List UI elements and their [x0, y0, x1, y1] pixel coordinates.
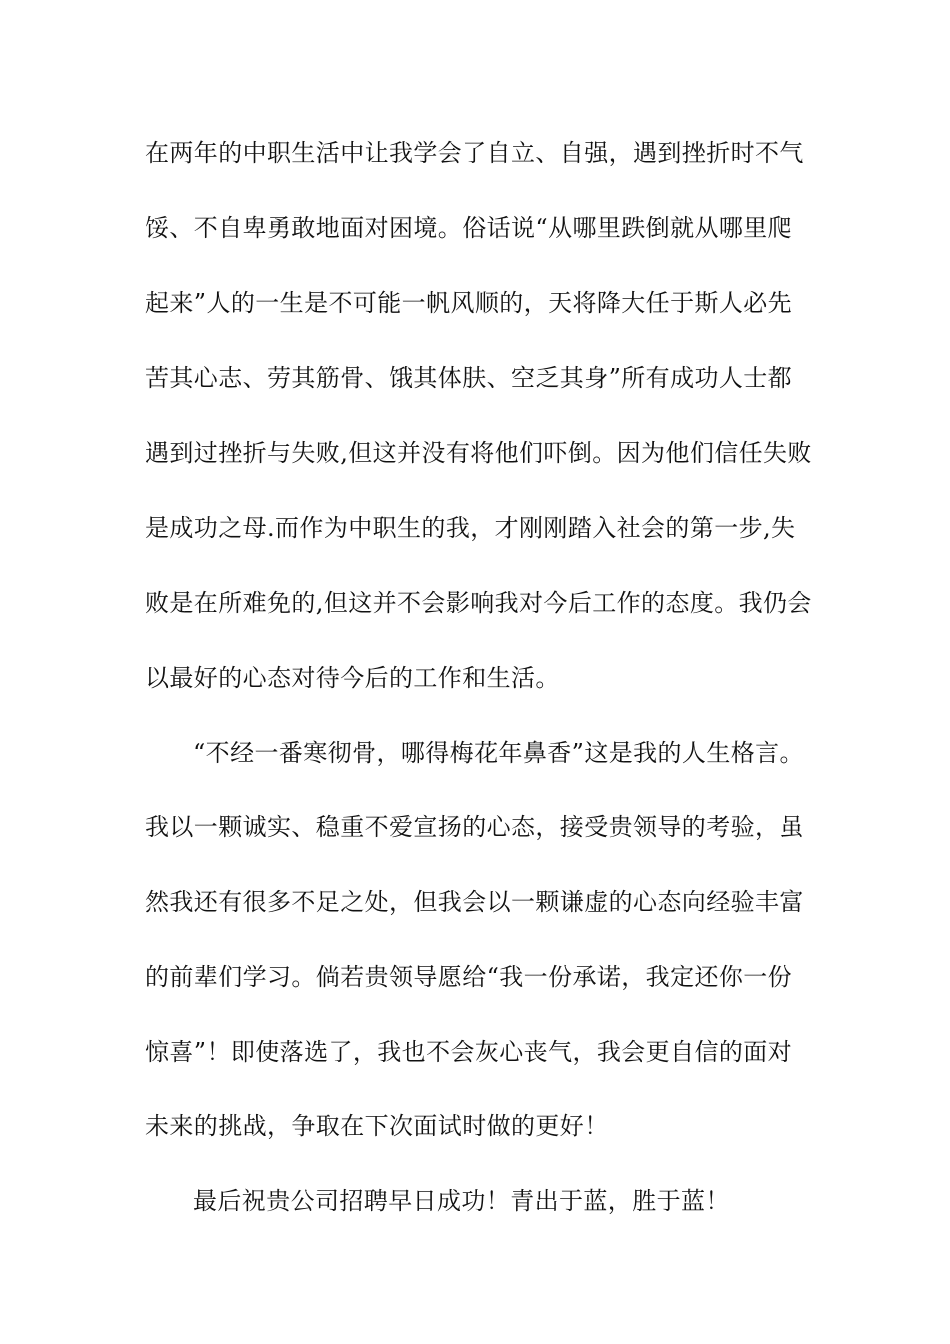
text-line-9: “不经一番寒彻骨，哪得梅花年鼻香”这是我的人生格言。 — [193, 739, 804, 767]
text-line-2: 馁、不自卑勇敢地面对困境。俗话说“从哪里跌倒就从哪里爬 — [145, 214, 793, 242]
text-line-5: 遇到过挫折与失败,但这并没有将他们吓倒。因为他们信任失败 — [145, 439, 812, 467]
text-line-15: 最后祝贵公司招聘早日成功！青出于蓝，胜于蓝！ — [193, 1187, 730, 1215]
text-line-6: 是成功之母.而作为中职生的我，才刚刚踏入社会的第一步,失 — [145, 514, 796, 542]
text-line-13: 惊喜”！即使落选了，我也不会灰心丧气，我会更自信的面对 — [145, 1038, 793, 1066]
text-line-1: 在两年的中职生活中让我学会了自立、自强，遇到挫折时不气 — [145, 139, 804, 167]
text-line-7: 败是在所难免的,但这并不会影响我对今后工作的态度。我仍会 — [145, 589, 812, 617]
text-line-14: 未来的挑战，争取在下次面试时做的更好！ — [145, 1112, 609, 1140]
text-line-11: 然我还有很多不足之处，但我会以一颗谦虚的心态向经验丰富 — [145, 888, 804, 916]
text-line-4: 苦其心志、劳其筋骨、饿其体肤、空乏其身”所有成功人士都 — [145, 364, 793, 392]
text-line-10: 我以一颗诚实、稳重不爱宣扬的心态，接受贵领导的考验，虽 — [145, 813, 804, 841]
text-line-8: 以最好的心态对待今后的工作和生活。 — [145, 664, 560, 692]
text-line-12: 的前辈们学习。倘若贵领导愿给“我一份承诺，我定还你一份 — [145, 963, 793, 991]
text-line-3: 起来”人的一生是不可能一帆风顺的，天将降大任于斯人必先 — [145, 289, 793, 317]
